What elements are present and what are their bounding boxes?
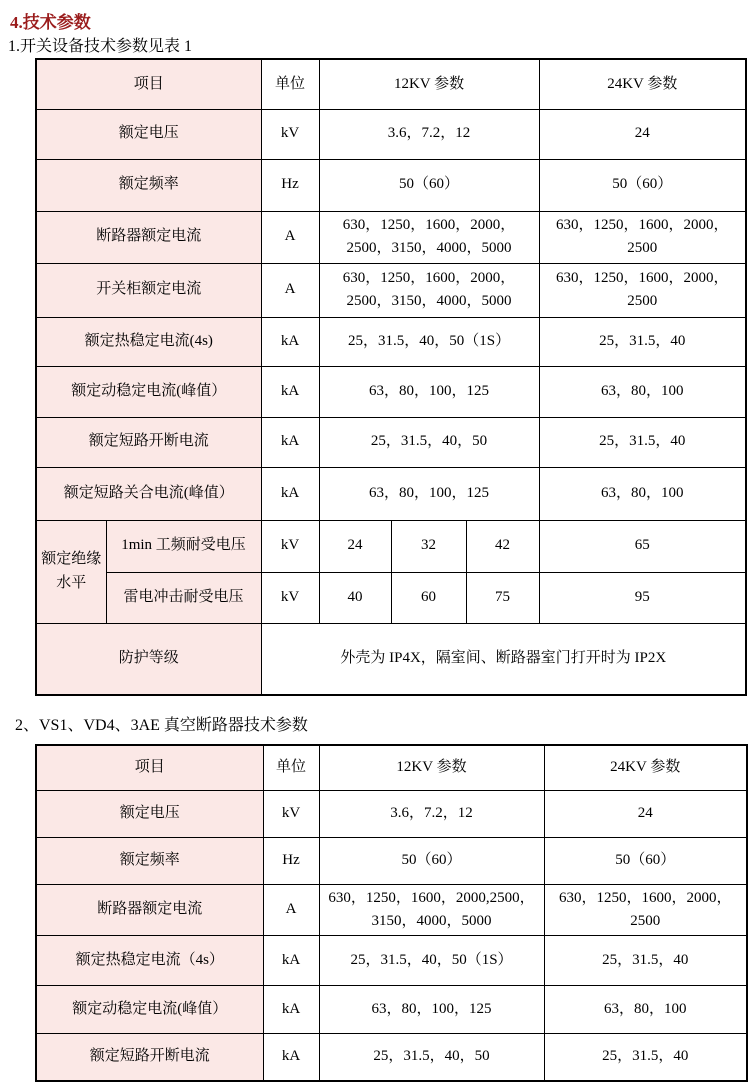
value-24kv-cell: 50（60）: [544, 837, 747, 884]
value-12kv-sub-cell: 40: [319, 572, 391, 623]
insulation-group-label-cell: 额定绝缘水平: [36, 520, 106, 623]
value-24kv-cell: 95: [539, 572, 746, 623]
value-24kv-cell: 25，31.5，40: [539, 417, 746, 467]
section-title: 4.技术参数: [10, 13, 91, 32]
unit-cell: Hz: [263, 837, 319, 884]
value-12kv-cell: 630，1250，1600，2000，2500，3150，4000，5000: [319, 263, 539, 317]
row-label-cell: 额定频率: [36, 837, 263, 884]
unit-cell: A: [261, 263, 319, 317]
row-label-cell: 额定短路开断电流: [36, 1034, 263, 1081]
table-row: [36, 366, 746, 417]
header-24kv-cell: 24KV 参数: [539, 59, 746, 109]
value-24kv-cell: 50（60）: [539, 159, 746, 211]
table-row: [36, 884, 747, 936]
value-24kv-cell: 25，31.5，40: [544, 1034, 747, 1081]
value-12kv-cell: 63，80，100，125: [319, 366, 539, 417]
value-24kv-cell: 630，1250，1600，2000，2500: [539, 263, 746, 317]
switchgear-params-table: [35, 58, 747, 696]
row-label-cell: 额定动稳定电流(峰值）: [36, 986, 263, 1034]
value-12kv-sub-cell: 75: [466, 572, 539, 623]
table-row: [36, 159, 746, 211]
value-24kv-cell: 25，31.5，40: [544, 936, 747, 986]
table2-caption: 2、VS1、VD4、3AE 真空断路器技术参数: [15, 717, 308, 734]
value-24kv-cell: 63，80，100: [539, 366, 746, 417]
header-item-cell: 项目: [36, 745, 263, 790]
unit-cell: kV: [263, 790, 319, 837]
unit-cell: kA: [261, 317, 319, 366]
value-24kv-cell: 630，1250，1600，2000，2500: [544, 884, 747, 936]
table1-caption: 1.开关设备技术参数见表 1: [8, 38, 193, 55]
row-label-cell: 1min 工频耐受电压: [106, 520, 261, 572]
table-row: [36, 211, 746, 263]
insulation-row: [36, 572, 746, 623]
value-24kv-cell: 24: [539, 109, 746, 159]
table-row: [36, 986, 747, 1034]
row-label-cell: 额定短路关合电流(峰值）: [36, 467, 261, 520]
unit-cell: A: [261, 211, 319, 263]
table-row: [36, 109, 746, 159]
unit-cell: kA: [261, 467, 319, 520]
value-24kv-cell: 25，31.5，40: [539, 317, 746, 366]
unit-cell: kV: [261, 520, 319, 572]
value-12kv-sub-cell: 24: [319, 520, 391, 572]
row-label-cell: 额定动稳定电流(峰值）: [36, 366, 261, 417]
table-row: [36, 263, 746, 317]
row-label-cell: 额定频率: [36, 159, 261, 211]
value-12kv-cell: 630，1250，1600，2000,2500，3150，4000，5000: [319, 884, 544, 936]
row-label-cell: 额定电压: [36, 790, 263, 837]
header-item-cell: 项目: [36, 59, 261, 109]
value-12kv-cell: 25，31.5，40，50: [319, 417, 539, 467]
row-label-cell: 防护等级: [36, 623, 261, 695]
value-12kv-cell: 25，31.5，40，50（1S）: [319, 317, 539, 366]
row-label-cell: 额定电压: [36, 109, 261, 159]
value-12kv-cell: 3.6，7.2，12: [319, 790, 544, 837]
value-24kv-cell: 24: [544, 790, 747, 837]
value-12kv-cell: 63，80，100，125: [319, 467, 539, 520]
unit-cell: Hz: [261, 159, 319, 211]
breaker-params-table: [35, 744, 748, 1082]
header-12kv-cell: 12KV 参数: [319, 59, 539, 109]
table-row: [36, 317, 746, 366]
header-12kv-cell: 12KV 参数: [319, 745, 544, 790]
value-12kv-cell: 50（60）: [319, 837, 544, 884]
row-label-cell: 额定热稳定电流(4s): [36, 317, 261, 366]
unit-cell: kA: [263, 936, 319, 986]
value-12kv-sub-cell: 60: [391, 572, 466, 623]
table-row: [36, 936, 747, 986]
row-label-cell: 开关柜额定电流: [36, 263, 261, 317]
table-row: [36, 1034, 747, 1081]
value-12kv-cell: 25，31.5，40，50（1S）: [319, 936, 544, 986]
table-row: [36, 790, 747, 837]
unit-cell: kA: [263, 1034, 319, 1081]
value-24kv-cell: 630，1250，1600，2000，2500: [539, 211, 746, 263]
table-row: [36, 837, 747, 884]
row-label-cell: 断路器额定电流: [36, 211, 261, 263]
header-24kv-cell: 24KV 参数: [544, 745, 747, 790]
unit-cell: kV: [261, 109, 319, 159]
row-label-cell: 断路器额定电流: [36, 884, 263, 936]
row-label-cell: 额定短路开断电流: [36, 417, 261, 467]
value-24kv-cell: 63，80，100: [539, 467, 746, 520]
value-24kv-cell: 65: [539, 520, 746, 572]
header-unit-cell: 单位: [263, 745, 319, 790]
table-header-row: [36, 745, 747, 790]
header-unit-cell: 单位: [261, 59, 319, 109]
insulation-row: [36, 520, 746, 572]
value-12kv-sub-cell: 42: [466, 520, 539, 572]
unit-cell: A: [263, 884, 319, 936]
value-24kv-cell: 63，80，100: [544, 986, 747, 1034]
value-12kv-sub-cell: 32: [391, 520, 466, 572]
table-row: [36, 417, 746, 467]
unit-cell: kA: [261, 366, 319, 417]
value-12kv-cell: 63，80，100，125: [319, 986, 544, 1034]
value-12kv-cell: 3.6，7.2，12: [319, 109, 539, 159]
protection-value-cell: 外壳为 IP4X，隔室间、断路器室门打开时为 IP2X: [261, 623, 746, 695]
row-label-cell: 额定热稳定电流（4s）: [36, 936, 263, 986]
unit-cell: kV: [261, 572, 319, 623]
protection-row: [36, 623, 746, 695]
value-12kv-cell: 25，31.5，40，50: [319, 1034, 544, 1081]
table-row: [36, 467, 746, 520]
table-header-row: [36, 59, 746, 109]
value-12kv-cell: 50（60）: [319, 159, 539, 211]
unit-cell: kA: [261, 417, 319, 467]
value-12kv-cell: 630，1250，1600，2000，2500，3150，4000，5000: [319, 211, 539, 263]
unit-cell: kA: [263, 986, 319, 1034]
row-label-cell: 雷电冲击耐受电压: [106, 572, 261, 623]
